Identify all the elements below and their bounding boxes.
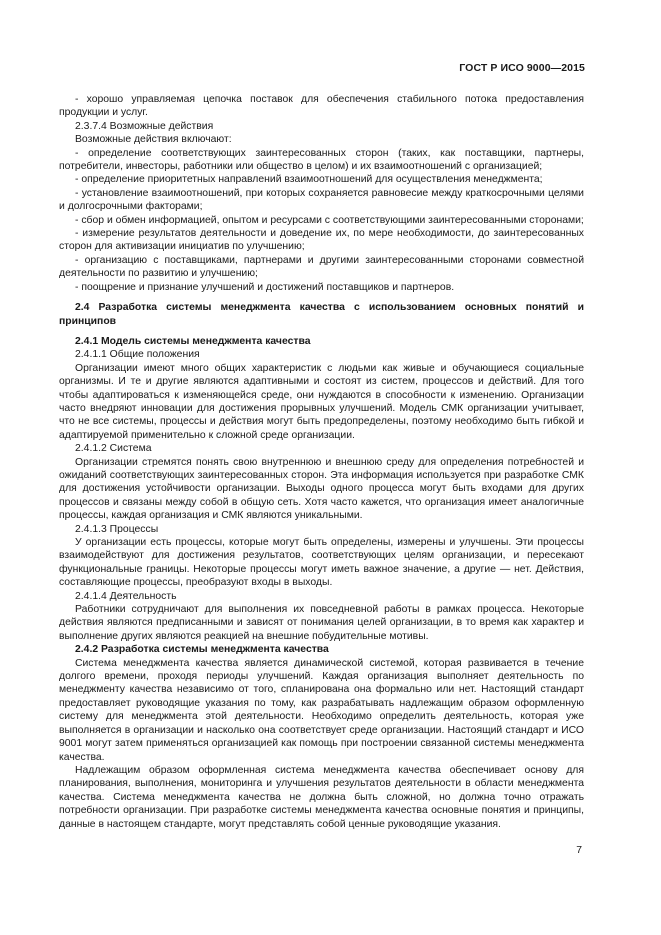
paragraph: Надлежащим образом оформленная система менеджмента качества обеспечивает основу для планирования, выполнения, мониторинга и улучшения результатов деятельности в области менеджмента качества. Система менеджмента качества не должна быть сложной, но должна точно отражать потребности организации. При разработке системы менеджмента качества основные понятия и принципы, данные в настоящем стандарте, могут представлять собой ценные руководящие указания. xyxy=(59,764,584,830)
list-item: - определение соответствующих заинтересованных сторон (таких, как поставщики, партнеры, потребители, инвесторы, работники или общество в целом) и их взаимоотношений с организацией; xyxy=(59,147,584,173)
list-item: - организацию с поставщиками, партнерами и другими заинтересованными сторонами совместной деятельности по развитию и улучшению; xyxy=(59,254,584,280)
document-body xyxy=(59,93,584,831)
paragraph: Система менеджмента качества является динамической системой, которая развивается в течение долгого времени, проходя периоды улучшений. Каждая организация выполняет деятельность по менеджменту качества независимо от того, спланирована она формально или нет. Настоящий стандарт предоставляет руководящие указания по тому, как разрабатывать надлежащим образом оформленную систему для менеджмента этой деятельности. Необходимо определить деятельность, которая уже выполняется в организации и насколько она соответствует среде организации. Настоящий стандарт и ИСО 9001 могут затем применяться организацией как помощь при построении связанной системы менеджмента качества. xyxy=(59,657,584,763)
paragraph: Организации стремятся понять свою внутреннюю и внешнюю среду для определения потребностей и ожиданий соответствующих заинтересованных сторон. Эта информация используется при разработке СМК для достижения устойчивости организации. Выходы одного процесса могут быть входами для других процессов и связаны между собой в общую сеть. Хотя часто кажется, что организация имеет аналогичные процессы, каждая организация и СМК являются уникальными. xyxy=(59,456,584,522)
section-heading: 2.4.2 Разработка системы менеджмента качества xyxy=(75,644,329,656)
paragraph: Организации имеют много общих характеристик с людьми как живые и обучающиеся социальные организмы. И те и другие являются адаптивными и состоят из систем, процессов и действий. Для того чтобы адаптироваться к изменяющейся среде, они нуждаются в способности к изменению. Организации часто внедряют инновации для достижения прорывных улучшений. Модель СМК организации учитывает, что не все системы, процессы и действия могут быть предопределены, поэтому необходимо быть гибкой и адаптируемой применительно к сложной среде организации. xyxy=(59,362,584,441)
section-heading: 2.4.1 Модель системы менеджмента качества xyxy=(75,335,311,347)
page-number: 7 xyxy=(576,845,582,856)
standard-header: ГОСТ Р ИСО 9000—2015 xyxy=(459,62,585,74)
list-item: - установление взаимоотношений, при которых сохраняется равновесие между краткосрочными целями и долгосрочными факторами; xyxy=(59,187,584,213)
paragraph: - хорошо управляемая цепочка поставок для обеспечения стабильного потока предоставления продукции и услуг. xyxy=(59,94,584,119)
subsection-title: 2.3.7.4 Возможные действия xyxy=(75,120,214,132)
paragraph: Возможные действия включают: xyxy=(75,134,232,146)
subsection-title: 2.4.1.2 Система xyxy=(75,443,152,455)
paragraph: Работники сотрудничают для выполнения их повседневной работы в рамках процесса. Некоторые действия являются предписанными и зависят от понимания целей организации, в то время как характер и выполнение других являются реакцией на внешние побудительные мотивы. xyxy=(59,604,584,642)
list-item: - определение приоритетных направлений взаимоотношений для осуществления менеджмента; xyxy=(75,174,543,186)
section-heading: 2.4 Разработка системы менеджмента качества с использованием основных понятий и принципов xyxy=(59,302,584,327)
list-item: - поощрение и признание улучшений и достижений поставщиков и партнеров. xyxy=(75,281,455,293)
paragraph: У организации есть процессы, которые могут быть определены, измерены и улучшены. Эти процессы взаимодействуют для достижения результатов, соответствующих целям организации, и пересекают функциональные границы. Некоторые процессы могут иметь важное значение, а другие — нет. Действия, составляющие процессы, преобразуют входы в выходы. xyxy=(59,537,584,589)
subsection-title: 2.4.1.4 Деятельность xyxy=(75,590,177,602)
subsection-title: 2.4.1.1 Общие положения xyxy=(75,349,200,361)
subsection-title: 2.4.1.3 Процессы xyxy=(75,523,159,535)
list-item: - измерение результатов деятельности и доведение их, по мере необходимости, до заинтересованных сторон для активизации инициатив по улучшению; xyxy=(59,228,584,253)
list-item: - сбор и обмен информацией, опытом и ресурсами с соответствующими заинтересованными сторонами; xyxy=(75,214,584,226)
